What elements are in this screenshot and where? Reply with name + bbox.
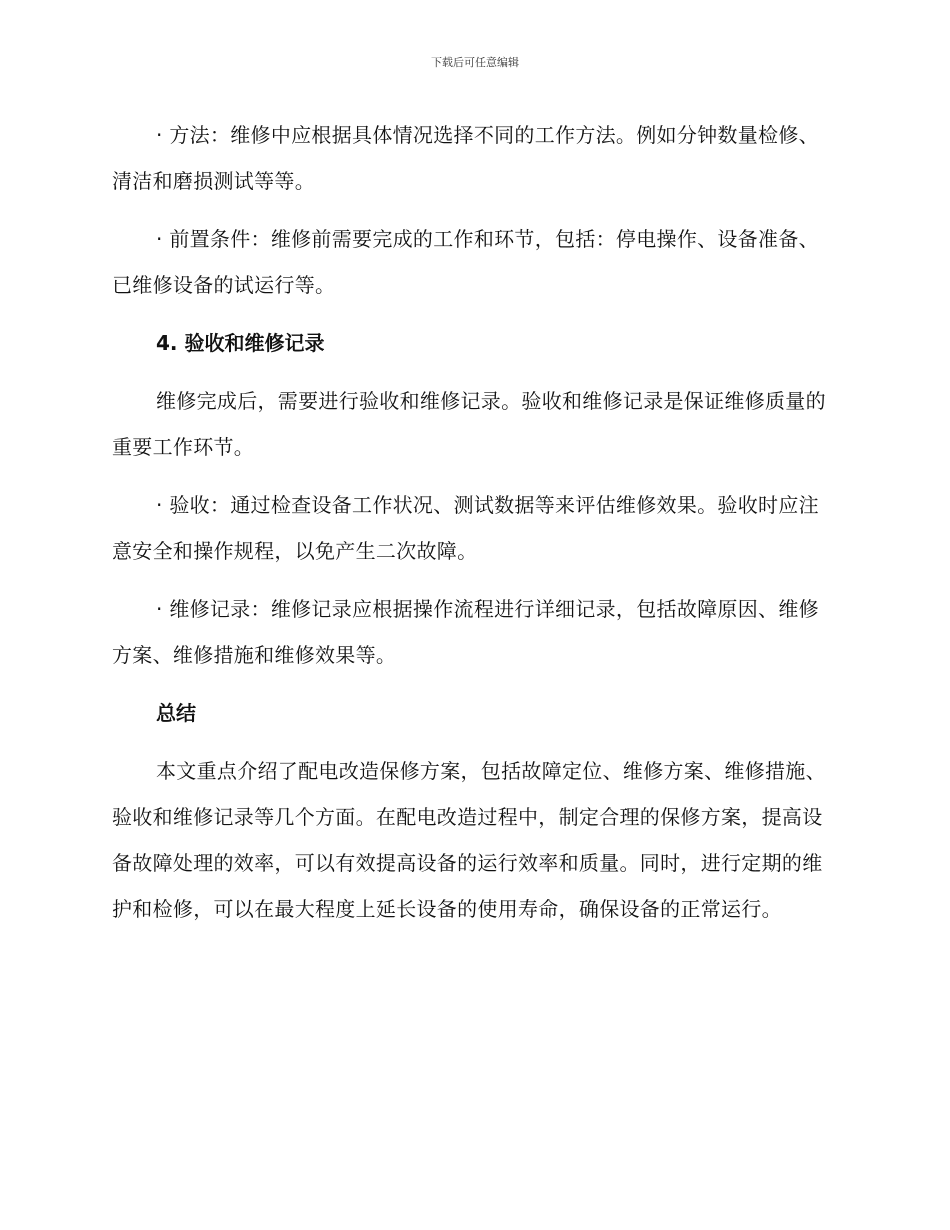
- paragraph-summary: 本文重点介绍了配电改造保修方案，包括故障定位、维修方案、维修措施、验收和维修记录等几个方面。在配电改造过程中，制定合理的保修方案，提高设备故障处理的效率，可以有效提高设备的运行效率和质量。同时，进行定期的维护和检修，可以在最大程度上延长设备的使用寿命，确保设备的正常运行。: [112, 759, 826, 921]
- paragraph-precondition: · 前置条件：维修前需要完成的工作和环节，包括：停电操作、设备准备、已维修设备的试运行等。: [112, 227, 819, 297]
- paragraph-acceptance: · 验收：通过检查设备工作状况、测试数据等来评估维修效果。验收时应注意安全和操作规程，以免产生二次故障。: [112, 493, 819, 563]
- paragraph-method: · 方法：维修中应根据具体情况选择不同的工作方法。例如分钟数量检修、清洁和磨损测试等等。: [112, 123, 819, 193]
- page-header: 下载后可任意编辑: [431, 56, 519, 69]
- document-body: [112, 112, 832, 944]
- section-heading-acceptance: 4. 验收和维修记录: [156, 331, 325, 355]
- paragraph-records: · 维修记录：维修记录应根据操作流程进行详细记录，包括故障原因、维修方案、维修措施和维修效果等。: [112, 597, 819, 667]
- section-heading-summary: 总结: [156, 701, 196, 725]
- paragraph-acceptance-intro: 维修完成后，需要进行验收和维修记录。验收和维修记录是保证维修质量的重要工作环节。: [112, 389, 826, 459]
